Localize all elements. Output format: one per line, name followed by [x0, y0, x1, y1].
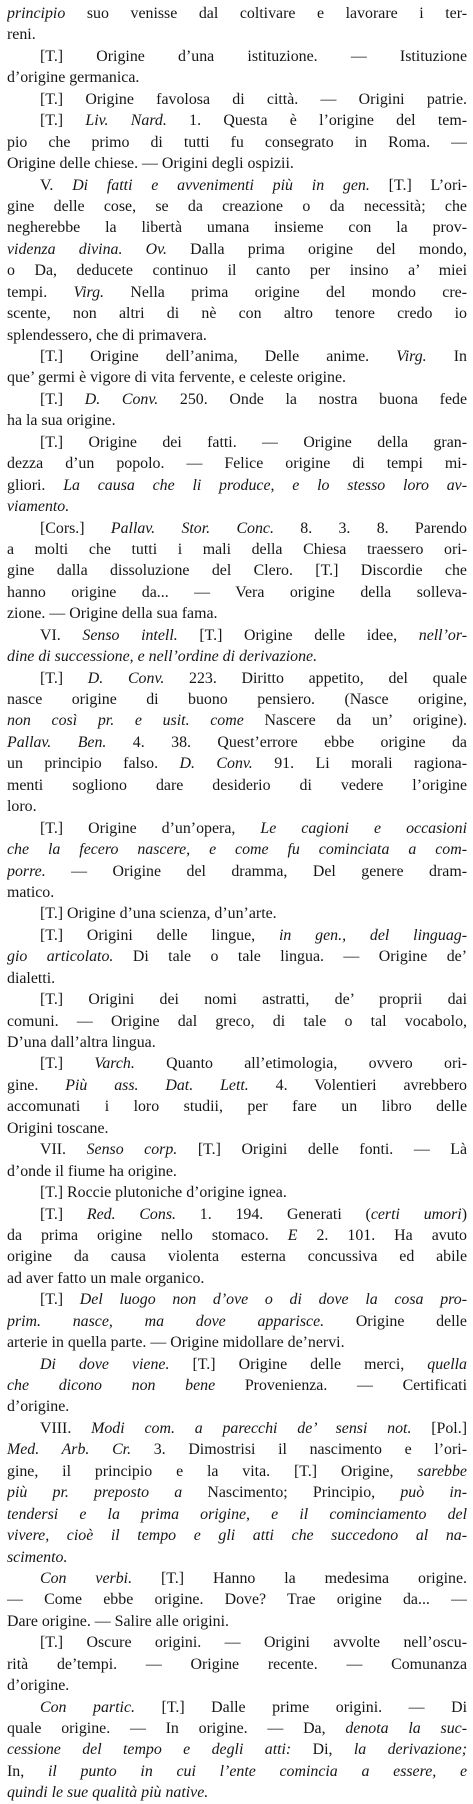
text-segment: accomunati i loro studii, per fare un libro delle: [7, 1098, 467, 1116]
italic-text: Con partic.: [40, 1698, 135, 1716]
text-line: [7, 453, 467, 474]
text-segment: gine dalla dissoluzione del Clero. [T.] Discordie che: [7, 562, 467, 580]
text-line: [7, 925, 467, 946]
text-segment: [T.] Oscure origini. — Origini avvolte nell’oscu-: [40, 1634, 467, 1652]
text-segment: ad aver fatto un male organico.: [7, 1269, 205, 1287]
italic-text: dine di successione, e nell’ordine di derivazione.: [7, 648, 318, 666]
text-line: [7, 1096, 467, 1117]
italic-text: vivere, cioè il tempo e gli atti che succedono al na-: [7, 1527, 467, 1545]
italic-text: prim. nasce, ma dove apparisce.: [7, 1312, 325, 1330]
italic-text: sarebbe: [417, 1462, 467, 1480]
italic-text: porre.: [7, 862, 46, 880]
text-line: [7, 132, 467, 153]
text-segment: [T.] Roccie plutoniche d’origine ignea.: [40, 1184, 287, 1202]
italic-text: Modi com. a parecchi de’ sensi not.: [91, 1419, 412, 1437]
text-segment: Origine delle chiese. — Origini degli ospizii.: [7, 155, 294, 173]
text-segment: [Pol.]: [411, 1419, 467, 1437]
italic-text: nell’or-: [418, 626, 467, 644]
text-segment: suo venisse dal coltivare e lavorare i ter-: [65, 5, 467, 22]
text-segment: da prima origine nello stomaco.: [7, 1226, 288, 1244]
text-line: [7, 153, 467, 174]
text-line: [7, 1761, 467, 1782]
text-segment: [T.] Origine dei fatti. — Origine della gran-: [40, 433, 467, 451]
text-segment: Nascimento; Principio,: [182, 1484, 401, 1502]
text-line: [7, 1439, 467, 1460]
text-segment: o Da, deducete continuo il canto per insino a’ miei: [7, 262, 467, 280]
text-segment: Di tale o tale lingua. — Origine de’: [113, 948, 467, 966]
text-line: [7, 1568, 467, 1589]
text-line: [7, 603, 467, 624]
text-segment: Nascere da un’ origine).: [243, 712, 467, 730]
text-line: [7, 818, 467, 839]
text-segment: Di,: [291, 1741, 354, 1759]
text-line: [7, 1182, 467, 1203]
text-line: [7, 24, 467, 45]
text-line: [7, 1204, 467, 1225]
text-line: [7, 518, 467, 539]
text-line: [7, 1225, 467, 1246]
text-segment: dezza d’un popolo. — Felice origine di tempi mi-: [7, 455, 467, 473]
italic-text: gio articolato.: [7, 948, 114, 966]
text-segment: 4. Volentieri avrebbero: [248, 1076, 467, 1094]
italic-text: D. Conv.: [87, 669, 165, 687]
text-line: [7, 46, 467, 67]
text-line: [7, 475, 467, 496]
italic-text: il punto in cui l’ente comincia a essere, e: [47, 1762, 467, 1780]
text-segment: splendessero, che di primavera.: [7, 326, 207, 344]
text-line: [7, 968, 467, 989]
text-line: [7, 903, 467, 924]
italic-text: E: [287, 1226, 298, 1244]
text-segment: [T.] Origine favolosa di città. — Origini patrie.: [40, 90, 467, 108]
text-segment: gine, il principio e la vita. [T.] Origine,: [7, 1462, 418, 1480]
italic-text: può in-: [400, 1484, 467, 1502]
text-segment: — Come ebbe origine. Dove? Trae origine da... —: [7, 1591, 467, 1609]
text-line: [7, 1418, 467, 1439]
italic-text: non così pr. e usit. come: [7, 712, 244, 730]
text-segment: pio che primo di tutti fu consegrato in Roma. —: [7, 133, 467, 151]
text-line: [7, 1011, 467, 1032]
text-line: [7, 1139, 467, 1160]
text-line: [7, 861, 467, 882]
text-segment: [T.] Origine delle merci,: [169, 1355, 428, 1373]
text-segment: hanno origine da... — Vera origine della solleva-: [7, 583, 467, 601]
text-segment: [T.]: [40, 112, 86, 130]
text-line: [7, 989, 467, 1010]
text-segment: [T.]: [40, 390, 85, 408]
italic-text: la derivazione;: [353, 1741, 467, 1759]
italic-text: Virg.: [396, 348, 427, 365]
italic-text: certi umori: [370, 1205, 462, 1223]
text-line: [7, 67, 467, 88]
text-line: [7, 689, 467, 710]
text-line: [7, 1461, 467, 1482]
italic-text: Liv. Nard.: [85, 112, 167, 130]
italic-text: Del luogo non d’ove o di dove la cosa pro-: [79, 1291, 467, 1309]
text-segment: 91. Li morali ragiona-: [252, 755, 467, 773]
text-line: [7, 796, 467, 817]
text-segment: [T.] Origine delle idee,: [177, 626, 419, 644]
text-line: [7, 1525, 467, 1546]
text-line: [7, 303, 467, 324]
italic-text: Di dove viene.: [40, 1355, 170, 1373]
text-line: [7, 560, 467, 581]
italic-text: Di fatti e avvenimenti più in gen.: [72, 176, 370, 194]
text-line: [7, 582, 467, 603]
italic-text: Pallav. Ben.: [7, 733, 107, 751]
text-segment: [T.] Origini delle fonti. — Là: [177, 1141, 467, 1159]
italic-text: più pr. preposto a: [7, 1484, 183, 1502]
text-segment: 1. 194. Generati (: [175, 1205, 371, 1223]
text-segment: [T.] Hanno la medesima origine.: [132, 1569, 467, 1587]
text-segment: 2. 101. Ha avuto: [297, 1226, 467, 1244]
text-segment: un principio falso.: [7, 755, 180, 773]
text-segment: Dalla prima origine del mondo,: [166, 240, 467, 258]
text-segment: [T.] L’ori-: [369, 176, 467, 194]
text-segment: gine delle cose, se da creazione o da necessità; che: [7, 197, 467, 215]
text-line: [7, 260, 467, 281]
text-line: [7, 1782, 467, 1803]
text-line: [7, 110, 467, 131]
italic-text: Senso intell.: [82, 626, 178, 644]
italic-text: tendersi e la prima origine, e il cominciamento del: [7, 1505, 467, 1523]
text-line: [7, 625, 467, 646]
italic-text: Pallav. Stor. Conc.: [110, 519, 274, 537]
text-line: [7, 1504, 467, 1525]
text-segment: Origine delle: [324, 1312, 467, 1330]
text-segment: Quanto all’etimologia, ovvero ori-: [134, 1055, 467, 1073]
text-segment: VI.: [40, 626, 83, 644]
text-segment: scente, non altri di nè con altro tenore credo io: [7, 305, 467, 323]
text-segment: 1. Questa è l’origine del tem-: [166, 112, 467, 130]
text-line: [7, 196, 467, 217]
text-segment: ): [461, 1205, 467, 1223]
text-segment: loro.: [7, 798, 37, 816]
italic-text: Virg.: [73, 283, 105, 301]
italic-text: cessione del tempo e degli atti:: [7, 1741, 292, 1759]
text-line: [7, 839, 467, 860]
text-segment: nasce origine di buono pensiero. (Nasce origine,: [7, 691, 467, 708]
text-line: [7, 325, 467, 346]
text-segment: Dare origine. — Salire alle origini.: [7, 1612, 229, 1630]
text-segment: 250. Onde la nostra buona fede: [158, 390, 467, 408]
text-line: [7, 1289, 467, 1310]
text-segment: gine.: [7, 1076, 66, 1094]
text-line: [7, 1311, 467, 1332]
text-line: [7, 410, 467, 431]
text-segment: [T.] Origine dell’anima, Delle anime.: [40, 348, 397, 365]
text-segment: [T.] Origine d’una istituzione. — Istituzione: [40, 47, 467, 65]
text-line: [7, 646, 467, 667]
text-line: [7, 367, 467, 388]
dictionary-entry-text: [7, 3, 467, 1804]
text-line: [7, 753, 467, 774]
text-segment: In,: [7, 1762, 48, 1780]
text-line: [7, 389, 467, 410]
text-segment: d’origine.: [7, 1677, 70, 1695]
italic-text: Le cagioni e occasioni: [260, 819, 467, 837]
text-line: [7, 539, 467, 560]
text-segment: quale origine. — In origine. — Da,: [7, 1720, 346, 1737]
text-line: [7, 3, 467, 24]
text-segment: Provenienza. — Certificati: [215, 1377, 467, 1394]
text-line: [7, 1547, 467, 1568]
italic-text: viamento.: [7, 498, 70, 516]
text-line: [7, 1632, 467, 1653]
text-segment: 223. Diritto appetito, del quale: [164, 669, 467, 687]
italic-text: che la fecero nascere, e come fu cominciata a com-: [7, 841, 467, 859]
italic-text: quella: [427, 1355, 467, 1373]
text-segment: Origini toscane.: [7, 1119, 109, 1137]
text-line: [7, 1332, 467, 1353]
text-line: [7, 1611, 467, 1632]
text-segment: In: [426, 348, 467, 365]
text-line: [7, 882, 467, 903]
text-segment: [T.]: [40, 1055, 95, 1073]
text-segment: 4. 38. Quest’errore ebbe origine da: [106, 733, 467, 751]
text-line: [7, 775, 467, 796]
text-line: [7, 1268, 467, 1289]
text-line: [7, 282, 467, 303]
text-line: [7, 239, 467, 260]
text-line: [7, 1118, 467, 1139]
text-line: [7, 1739, 467, 1760]
text-line: [7, 1482, 467, 1503]
text-segment: [T.] Dalle prime origini. — Di: [134, 1698, 467, 1716]
text-segment: — Origine del dramma, Del genere dram-: [45, 862, 467, 880]
italic-text: Med. Arb. Cr.: [7, 1441, 132, 1459]
text-line: [7, 1354, 467, 1375]
italic-text: Più ass. Dat. Lett.: [65, 1076, 249, 1094]
text-segment: menti sogliono dare desiderio di vedere l’origine: [7, 776, 467, 794]
text-line: [7, 432, 467, 453]
italic-text: Red. Cons.: [86, 1205, 176, 1223]
text-line: [7, 1697, 467, 1718]
italic-text: in gen., del linguag-: [278, 926, 467, 944]
text-line: [7, 1375, 467, 1396]
text-segment: [T.]: [40, 1205, 87, 1223]
text-segment: VII.: [40, 1141, 87, 1159]
text-segment: gliori.: [7, 476, 64, 494]
text-segment: 8. 3. 8. Parendo: [273, 519, 467, 537]
italic-text: D. Conv.: [179, 755, 253, 773]
text-line: [7, 217, 467, 238]
text-segment: a molti che tutti i mali della Chiesa traessero ori-: [7, 540, 467, 558]
text-line: [7, 89, 467, 110]
text-segment: origine da causa violenta esterna concussiva ed abile: [7, 1248, 467, 1266]
text-segment: que’ germi è vigore di vita fervente, e celeste origine.: [7, 369, 346, 387]
text-line: [7, 946, 467, 967]
text-line: [7, 1032, 467, 1053]
italic-text: Senso corp.: [86, 1141, 178, 1159]
text-segment: Nella prima origine del mondo cre-: [104, 283, 467, 301]
text-segment: ha la sua origine.: [7, 412, 116, 430]
text-segment: [T.] Origini dei nomi astratti, de’ proprii dai: [40, 991, 467, 1009]
italic-text: principio: [7, 5, 66, 22]
text-line: [7, 496, 467, 517]
text-segment: negherebbe la libertà umana insieme con la prov-: [7, 219, 467, 237]
text-segment: d’origine.: [7, 1398, 70, 1416]
text-line: [7, 1161, 467, 1182]
text-segment: [T.] Origine d’un’opera,: [40, 819, 261, 837]
text-line: [7, 346, 467, 367]
text-segment: d’origine germanica.: [7, 69, 140, 87]
italic-text: quindi le sue qualità più native.: [7, 1784, 209, 1802]
italic-text: che dicono non bene: [7, 1377, 216, 1394]
text-segment: V.: [40, 176, 73, 194]
text-segment: rità de’tempi. — Origine recente. — Comunanza: [7, 1655, 467, 1673]
text-segment: d’onde il fiume ha origine.: [7, 1162, 177, 1180]
text-line: [7, 1396, 467, 1417]
text-segment: [T.] Origini delle lingue,: [40, 926, 279, 944]
text-segment: VIII.: [40, 1419, 92, 1437]
text-segment: arterie in quella parte. — Origine midollare de’nervi.: [7, 1334, 345, 1352]
italic-text: scimento.: [7, 1548, 68, 1566]
text-line: [7, 668, 467, 689]
text-segment: comuni. — Origine dal greco, di tale o tal vocabolo,: [7, 1012, 467, 1030]
italic-text: videnza divina. Ov.: [7, 240, 167, 258]
text-segment: [Cors.]: [40, 519, 111, 537]
text-line: [7, 1246, 467, 1267]
text-line: [7, 1718, 467, 1739]
text-segment: [T.]: [40, 669, 88, 687]
italic-text: denota la suc-: [345, 1720, 467, 1737]
text-line: [7, 732, 467, 753]
italic-text: Varch.: [94, 1055, 135, 1073]
text-line: [7, 1053, 467, 1074]
text-line: [7, 1654, 467, 1675]
text-line: [7, 175, 467, 196]
text-segment: tempi.: [7, 283, 74, 301]
text-line: [7, 710, 467, 731]
text-line: [7, 1075, 467, 1096]
text-segment: 3. Dimostrisi il nascimento e l’ori-: [131, 1441, 467, 1459]
text-line: [7, 1589, 467, 1610]
italic-text: Con verbi.: [40, 1569, 133, 1587]
text-segment: [T.] Origine d’una scienza, d’un’arte.: [40, 905, 277, 923]
italic-text: La causa che li produce, e lo stesso loro av-: [63, 476, 467, 494]
text-segment: dialetti.: [7, 969, 56, 987]
italic-text: D. Conv.: [84, 390, 159, 408]
text-segment: D’una dall’altra lingua.: [7, 1034, 156, 1051]
text-line: [7, 1675, 467, 1696]
text-segment: reni.: [7, 26, 36, 44]
text-segment: [T.]: [40, 1291, 80, 1309]
text-segment: zione. — Origine della sua fama.: [7, 605, 218, 623]
text-segment: matico.: [7, 883, 55, 901]
